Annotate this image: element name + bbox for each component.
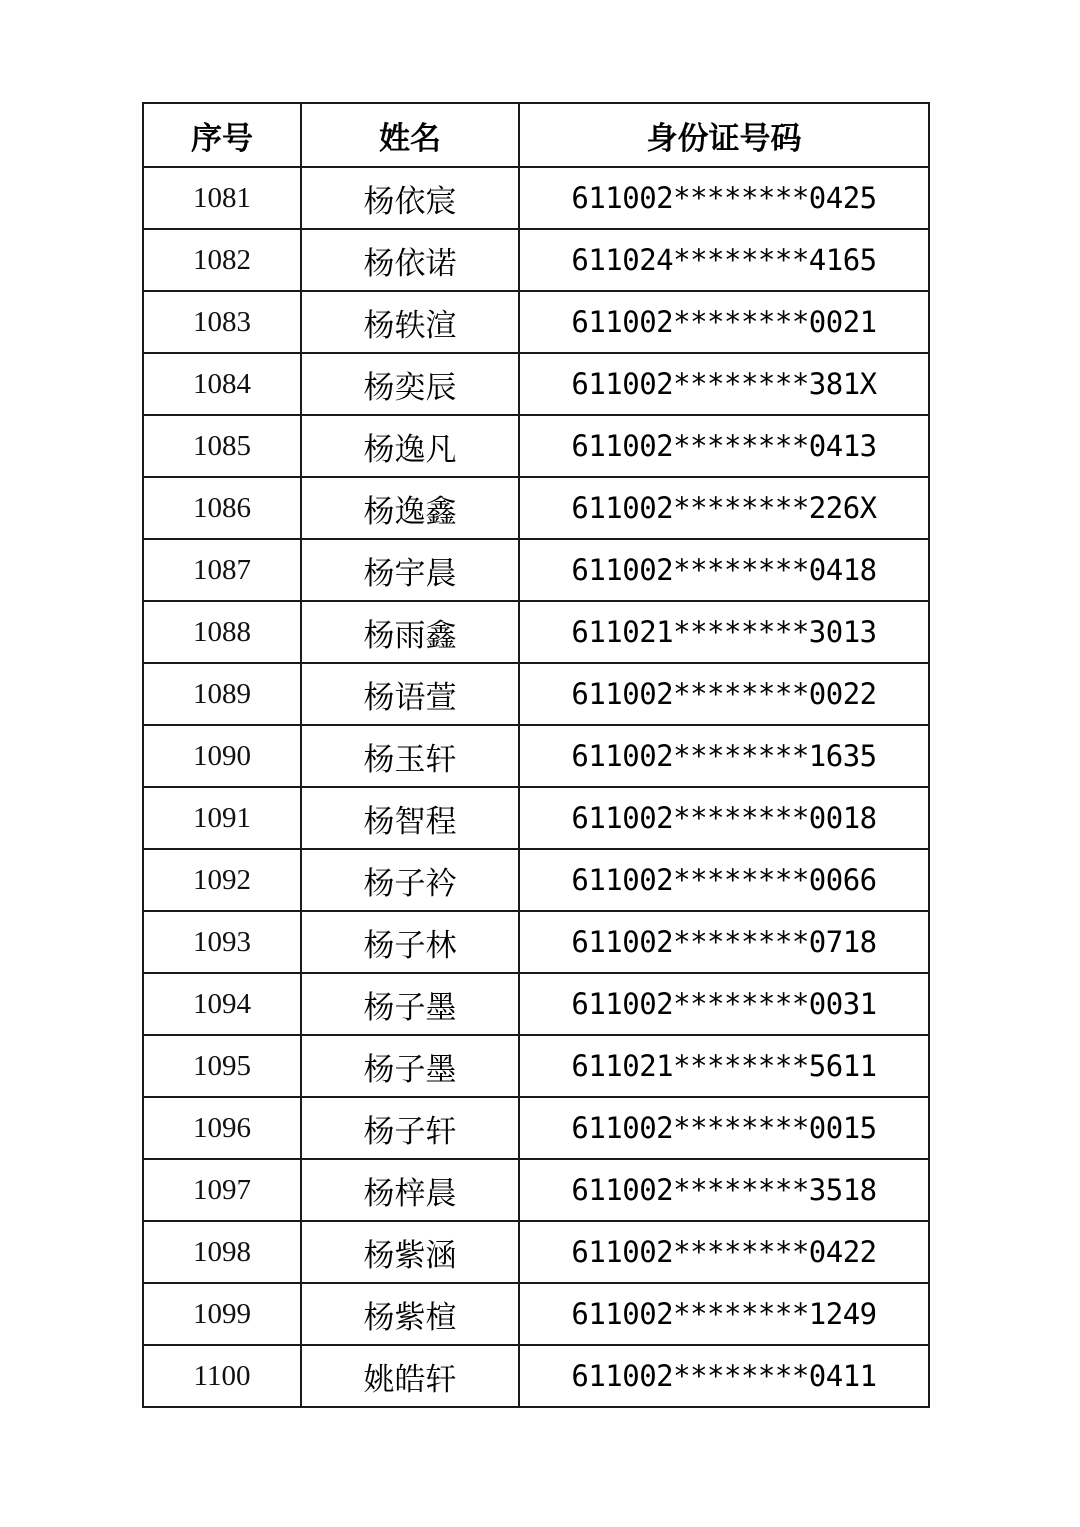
id-number-cell: 611002********381X [519,353,929,415]
table-row [143,1035,929,1097]
seq-cell: 1084 [143,353,301,415]
seq-cell: 1094 [143,973,301,1035]
name-cell: 杨智程 [301,787,519,849]
header-row [143,103,929,167]
seq-cell: 1083 [143,291,301,353]
name-cell: 杨梓晨 [301,1159,519,1221]
name-cell: 杨紫涵 [301,1221,519,1283]
name-cell: 杨玉轩 [301,725,519,787]
table-header [143,103,929,167]
table-row [143,539,929,601]
seq-cell: 1088 [143,601,301,663]
id-number-cell: 611002********0418 [519,539,929,601]
seq-cell: 1097 [143,1159,301,1221]
name-cell: 杨逸凡 [301,415,519,477]
name-cell: 杨依宸 [301,167,519,229]
table-row [143,973,929,1035]
id-number-cell: 611002********0066 [519,849,929,911]
table-row [143,787,929,849]
table-row [143,415,929,477]
name-cell: 杨轶渲 [301,291,519,353]
table-row [143,601,929,663]
table-row [143,167,929,229]
seq-cell: 1100 [143,1345,301,1407]
name-cell: 姚皓轩 [301,1345,519,1407]
name-cell: 杨奕辰 [301,353,519,415]
name-cell: 杨子林 [301,911,519,973]
id-number-cell: 611021********5611 [519,1035,929,1097]
table-row [143,353,929,415]
table-row [143,1097,929,1159]
seq-cell: 1081 [143,167,301,229]
name-cell: 杨子墨 [301,973,519,1035]
id-number-cell: 611002********226X [519,477,929,539]
header-name: 姓名 [301,103,519,167]
id-number-cell: 611002********0022 [519,663,929,725]
seq-cell: 1092 [143,849,301,911]
id-number-cell: 611002********0422 [519,1221,929,1283]
id-number-cell: 611002********3518 [519,1159,929,1221]
name-cell: 杨雨鑫 [301,601,519,663]
name-cell: 杨子轩 [301,1097,519,1159]
id-number-cell: 611024********4165 [519,229,929,291]
seq-cell: 1082 [143,229,301,291]
table-row [143,663,929,725]
seq-cell: 1086 [143,477,301,539]
id-number-cell: 611021********3013 [519,601,929,663]
name-cell: 杨紫楦 [301,1283,519,1345]
roster-table [142,102,930,1408]
id-number-cell: 611002********1635 [519,725,929,787]
seq-cell: 1087 [143,539,301,601]
id-number-cell: 611002********0018 [519,787,929,849]
table-row [143,477,929,539]
seq-cell: 1089 [143,663,301,725]
seq-cell: 1095 [143,1035,301,1097]
table-body [143,167,929,1407]
table-row [143,849,929,911]
id-number-cell: 611002********0015 [519,1097,929,1159]
table-row [143,725,929,787]
id-number-cell: 611002********0411 [519,1345,929,1407]
id-number-cell: 611002********0425 [519,167,929,229]
name-cell: 杨依诺 [301,229,519,291]
name-cell: 杨宇晨 [301,539,519,601]
name-cell: 杨子衿 [301,849,519,911]
seq-cell: 1085 [143,415,301,477]
table-row [143,291,929,353]
table-row [143,1345,929,1407]
seq-cell: 1096 [143,1097,301,1159]
id-number-cell: 611002********0718 [519,911,929,973]
id-number-cell: 611002********1249 [519,1283,929,1345]
seq-cell: 1090 [143,725,301,787]
table-row [143,229,929,291]
header-id-number: 身份证号码 [519,103,929,167]
name-cell: 杨逸鑫 [301,477,519,539]
table-row [143,1159,929,1221]
name-cell: 杨子墨 [301,1035,519,1097]
id-number-cell: 611002********0031 [519,973,929,1035]
table-row [143,911,929,973]
seq-cell: 1093 [143,911,301,973]
seq-cell: 1099 [143,1283,301,1345]
id-number-cell: 611002********0021 [519,291,929,353]
seq-cell: 1091 [143,787,301,849]
name-cell: 杨语萱 [301,663,519,725]
table-row [143,1221,929,1283]
id-number-cell: 611002********0413 [519,415,929,477]
table-row [143,1283,929,1345]
header-seq: 序号 [143,103,301,167]
seq-cell: 1098 [143,1221,301,1283]
